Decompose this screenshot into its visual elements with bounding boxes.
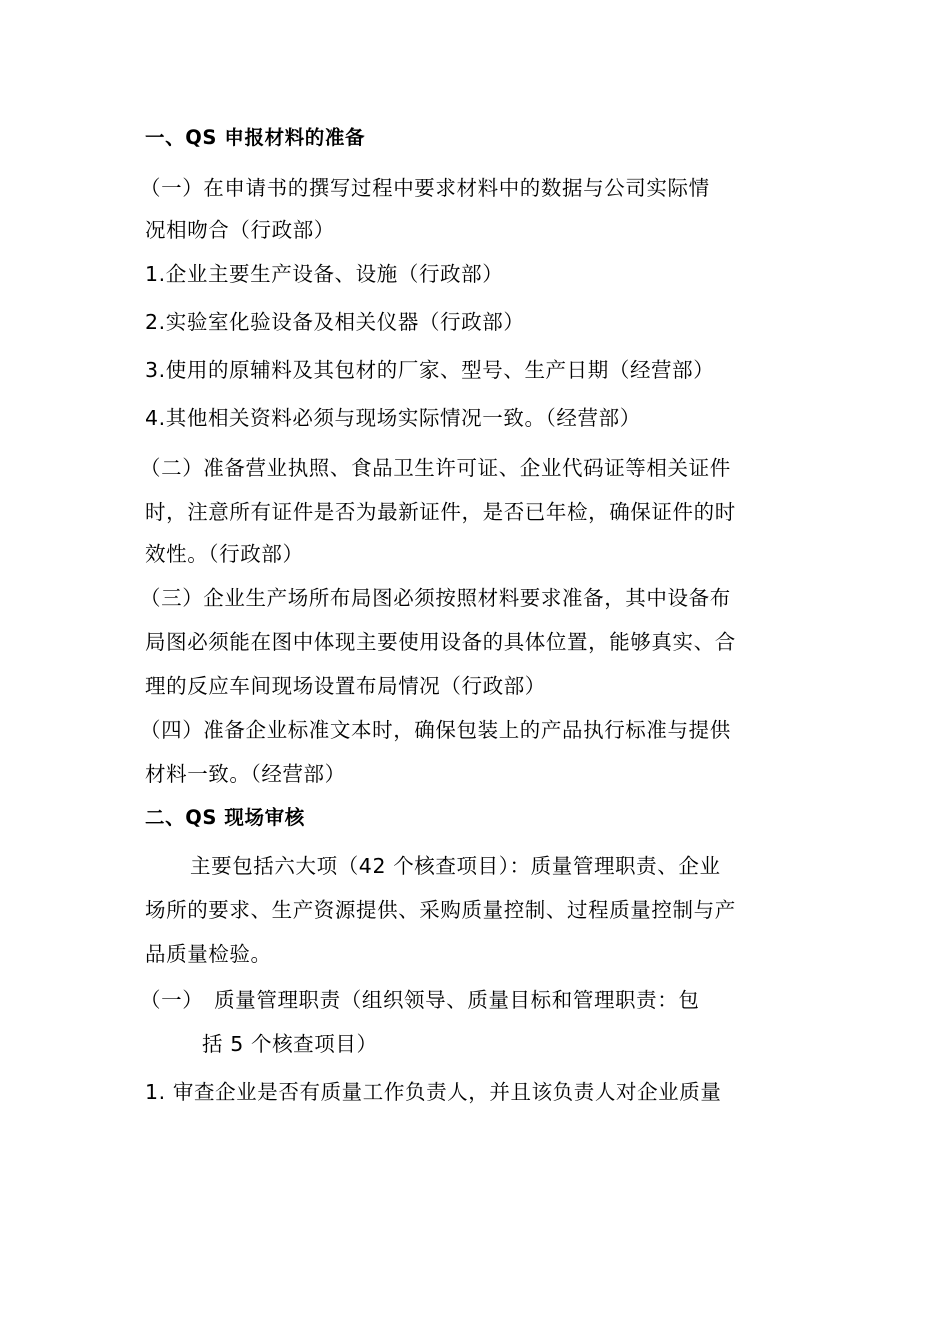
section-1-subitem-3: 3.使用的原辅料及其包材的厂家、型号、生产日期（经营部） [145, 358, 715, 382]
section-1-item-2-line-1: （二）准备营业执照、食品卫生许可证、企业代码证等相关证件 [140, 456, 731, 480]
section-2-intro-line-3: 品质量检验。 [145, 942, 272, 966]
section-1-subitem-1: 1.企业主要生产设备、设施（行政部） [145, 262, 504, 286]
section-2-intro-line-1: 主要包括六大项（42 个核查项目）：质量管理职责、企业 [190, 854, 721, 878]
section-1-heading: 一、QS 申报材料的准备 [145, 126, 366, 149]
section-2-item-1-line-2: 括 5 个核查项目） [202, 1032, 378, 1056]
section-1-item-2-line-3: 效性。（行政部） [145, 542, 304, 566]
section-1-item-3-line-3: 理的反应车间现场设置布局情况（行政部） [145, 674, 546, 698]
section-1-subitem-4: 4.其他相关资料必须与现场实际情况一致。（经营部） [145, 406, 641, 430]
section-1-item-3-line-2: 局图必须能在图中体现主要使用设备的具体位置，能够真实、合 [145, 630, 736, 654]
section-1-item-1-line-1: （一）在申请书的撰写过程中要求材料中的数据与公司实际情 [140, 176, 710, 200]
section-1-item-1-line-2: 况相吻合（行政部） [145, 218, 335, 242]
section-1-item-2-line-2: 时，注意所有证件是否为最新证件，是否已年检，确保证件的时 [145, 500, 736, 524]
section-1-subitem-2: 2.实验室化验设备及相关仪器（行政部） [145, 310, 525, 334]
section-2-heading: 二、QS 现场审核 [145, 806, 305, 829]
section-1-item-4-line-2: 材料一致。（经营部） [145, 762, 346, 786]
section-2-intro-line-2: 场所的要求、生产资源提供、采购质量控制、过程质量控制与产 [145, 898, 736, 922]
section-1-item-4-line-1: （四）准备企业标准文本时，确保包装上的产品执行标准与提供 [140, 718, 731, 742]
section-1-item-3-line-1: （三）企业生产场所布局图必须按照材料要求准备，其中设备布 [140, 586, 731, 610]
section-2-item-1-line-1: （一） 质量管理职责（组织领导、质量目标和管理职责：包 [140, 988, 700, 1012]
section-2-point-1: 1. 审查企业是否有质量工作负责人，并且该负责人对企业质量 [145, 1080, 722, 1104]
